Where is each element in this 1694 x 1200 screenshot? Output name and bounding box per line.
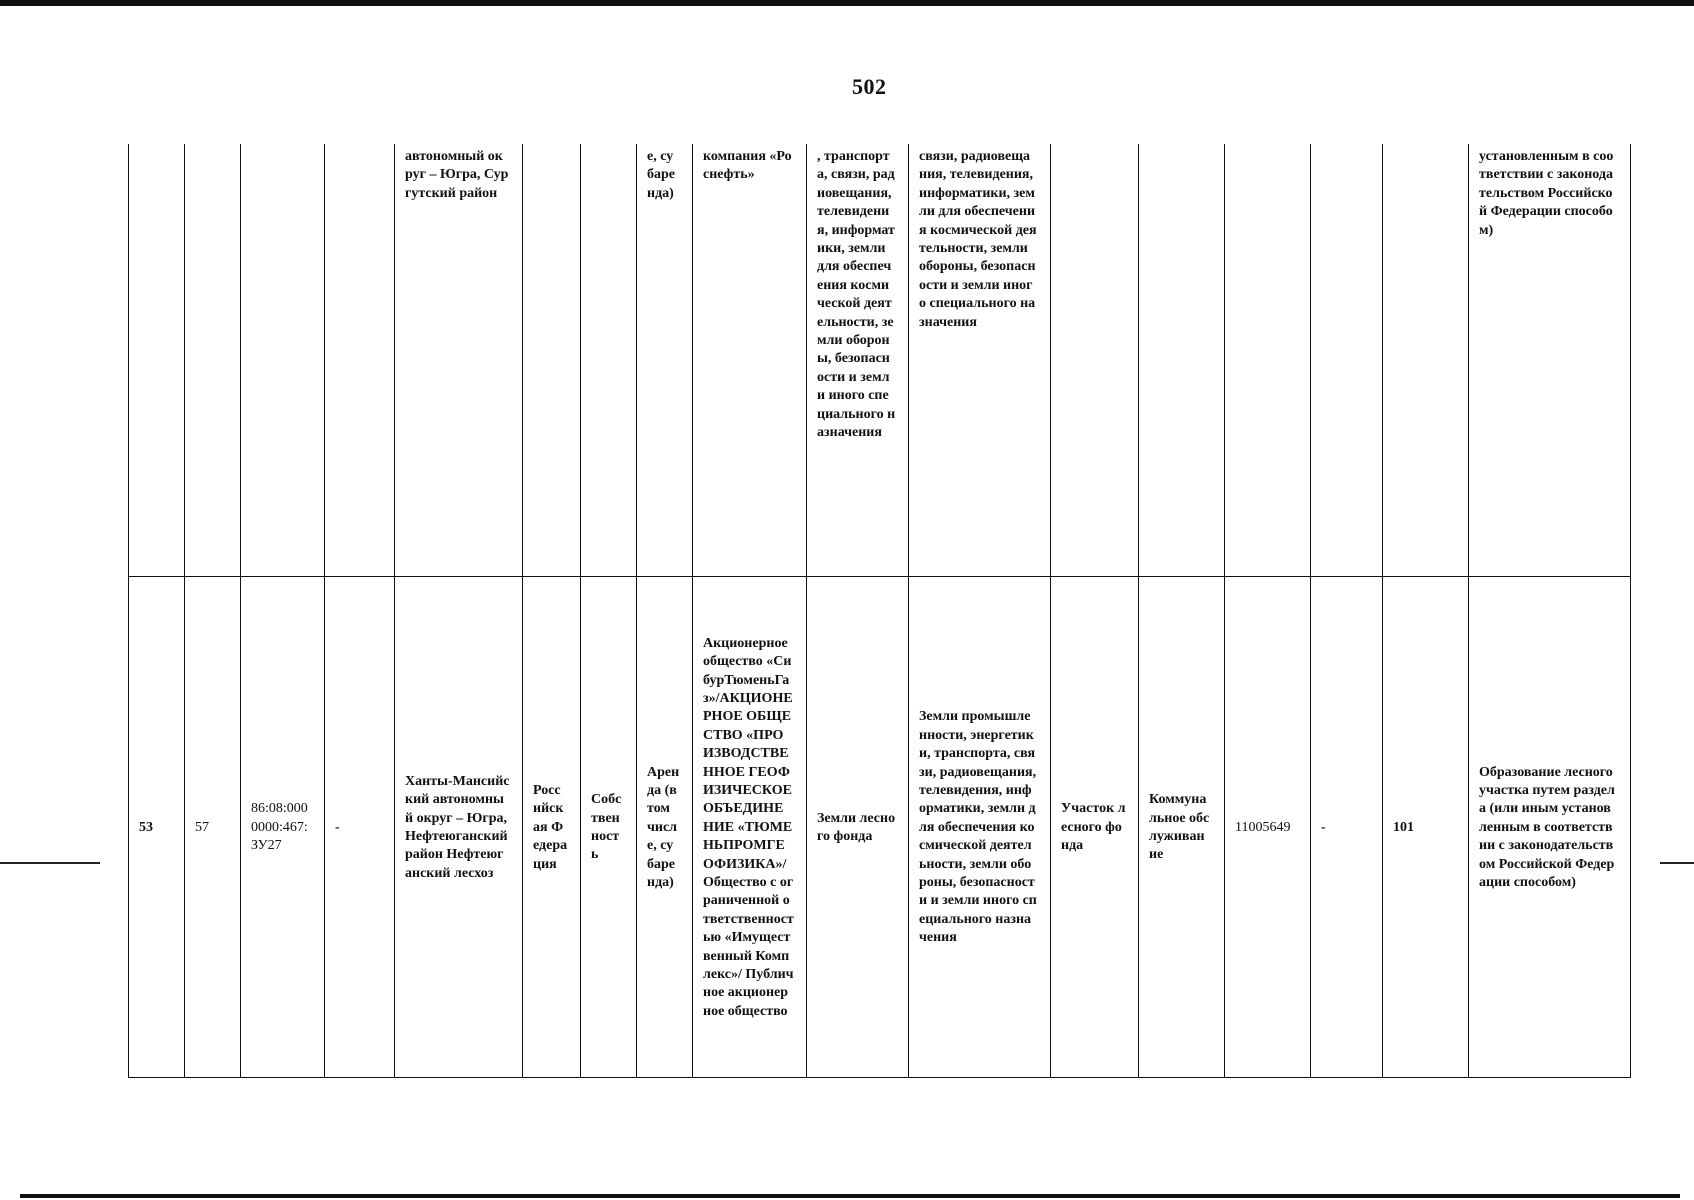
cell-permitted-use bbox=[1139, 144, 1225, 577]
top-border-line bbox=[0, 0, 1694, 6]
cell-formation-method: Образование лесного участка путем раздела (или иным установленным в соответствии с законодательством Российской Федерации способом) bbox=[1469, 577, 1631, 1078]
page-number: 502 bbox=[852, 74, 887, 99]
cell-prev-number: - bbox=[325, 577, 395, 1078]
land-register-table bbox=[128, 144, 1631, 1078]
cell-land-category-new: Земли промышленности, энергетики, транспорта, связи, радиовещания, телевидения, информатики, земли для обеспечения космической деятельности, земли обороны, безопасности и земли иного специального назначения bbox=[909, 577, 1051, 1078]
table-row-53 bbox=[129, 577, 1631, 1078]
cell-code bbox=[1383, 144, 1469, 577]
cell-land-type: Участок лесного фонда bbox=[1051, 577, 1139, 1078]
cell-holder: компания «Роснефть» bbox=[693, 144, 807, 577]
cell-right-type: Собственность bbox=[581, 577, 637, 1078]
cell-land-category-new: связи, радиовещания, телевидения, информатики, земли для обеспечения космической деятельности, земли обороны, безопасности и земли иного специального назначения bbox=[909, 144, 1051, 577]
cell-area: 11005649 bbox=[1225, 577, 1311, 1078]
cell-owner bbox=[523, 144, 581, 577]
cell-holder: Акционерное общество «СибурТюменьГаз»/АКЦИОНЕРНОЕ ОБЩЕСТВО «ПРОИЗВОДСТВЕННОЕ ГЕОФИЗИЧЕСКОЕ ОБЪЕДИНЕНИЕ «ТЮМЕНЬПРОМГЕОФИЗИКА»/Общество с ограниченной ответственностью «Имущественный Комплекс»/ Публичное акционерное общество bbox=[693, 577, 807, 1078]
cell-cadastral-number: 86:08:0000000:467:ЗУ27 bbox=[241, 577, 325, 1078]
cell-location: автономный округ – Югра, Сургутский район bbox=[395, 144, 523, 577]
table-row-continued bbox=[129, 144, 1631, 577]
cell-number: 57 bbox=[185, 577, 241, 1078]
bottom-border-line bbox=[20, 1194, 1680, 1198]
cell-encumbrance: Аренда (в том числе, субаренда) bbox=[637, 577, 693, 1078]
cell-land-category: Земли лесного фонда bbox=[807, 577, 909, 1078]
cell-dash: - bbox=[1311, 577, 1383, 1078]
cell-permitted-use: Коммунальное обслуживание bbox=[1139, 577, 1225, 1078]
cell-right-type bbox=[581, 144, 637, 577]
cell-row-number: 53 bbox=[129, 577, 185, 1078]
cell-prev-number bbox=[325, 144, 395, 577]
cell-owner: Российская Федерация bbox=[523, 577, 581, 1078]
cell-row-number bbox=[129, 144, 185, 577]
cell-formation-method: установленным в соответствии с законодательством Российской Федерации способом) bbox=[1469, 144, 1631, 577]
cell-code: 101 bbox=[1383, 577, 1469, 1078]
cell-number bbox=[185, 144, 241, 577]
cell-cadastral-number bbox=[241, 144, 325, 577]
cell-land-category: , транспорта, связи, радиовещания, телевидения, информатики, земли для обеспечения космической деятельности, земли обороны, безопасности и земли иного специального назначения bbox=[807, 144, 909, 577]
cell-location: Ханты-Мансийский автономный округ – Югра, Нефтеюганский район Нефтеюганский лесхоз bbox=[395, 577, 523, 1078]
cell-land-type bbox=[1051, 144, 1139, 577]
cell-encumbrance: е, субаренда) bbox=[637, 144, 693, 577]
cell-dash bbox=[1311, 144, 1383, 577]
right-margin-mark bbox=[1660, 862, 1694, 864]
left-margin-mark bbox=[0, 862, 100, 864]
cell-area bbox=[1225, 144, 1311, 577]
